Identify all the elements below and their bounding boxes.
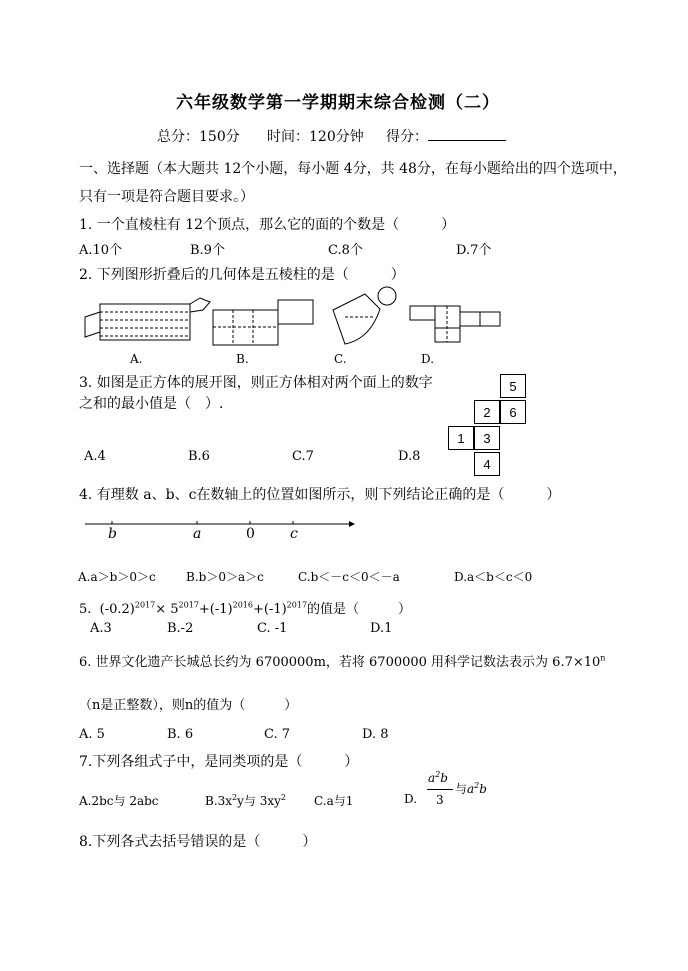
question-7-option-a: A.2bc与 2abc	[79, 794, 159, 808]
question-5-option-a: A.3	[90, 621, 112, 636]
option-b-exp: 2	[232, 793, 238, 802]
question-3-stem: 3. 如图是正方体的展开图，则正方体相对两个面上的数字	[79, 375, 433, 391]
question-6-stem-cont: （n是正整数），则n的值为（ ）	[79, 698, 298, 713]
question-2-stem: 2. 下列图形折叠后的几何体是五棱柱的是（ ）	[79, 267, 405, 283]
option-b-part: y与 3xy	[237, 794, 281, 808]
net-cell: 5	[500, 374, 526, 398]
expr-exponent: 2017	[286, 600, 308, 610]
question-1-stem: 1. 一个直棱柱有 12个顶点，那么它的面的个数是（ ）	[79, 217, 456, 233]
net-figure-d	[405, 292, 505, 352]
question-2-option-a: A.	[130, 352, 143, 366]
expr-exponent: 2017	[134, 600, 156, 610]
numer-exp: 2	[435, 770, 441, 779]
score-label: 得分：	[386, 129, 428, 145]
net-figure-a	[75, 292, 215, 352]
expr-part: (-0.2)	[99, 602, 135, 617]
tail-text: 与	[455, 782, 468, 796]
expr-exponent: 2017	[178, 600, 199, 610]
fraction-denominator: 3	[436, 793, 444, 807]
option-b-exp: 2	[280, 793, 287, 802]
tail-exp: 2	[474, 781, 480, 790]
question-3-option-a: A.4	[84, 449, 106, 464]
axis-label-zero: 0	[246, 526, 255, 542]
question-1-option-b: B.9个	[190, 243, 225, 258]
question-5-stem	[79, 598, 411, 617]
section-heading-cont: 只有一项是符合题目要求。）	[79, 189, 254, 205]
net-cell: 1	[448, 426, 474, 450]
net-cell: 3	[474, 426, 500, 450]
axis-label-a: a	[193, 526, 202, 542]
question-6-option-d: D. 8	[362, 727, 389, 742]
expr-part: +(-1)	[198, 602, 233, 617]
axis-label-c: c	[290, 526, 298, 542]
question-7-option-c: C.a与1	[314, 794, 354, 808]
question-5-number: 5.	[79, 602, 92, 617]
question-8-stem: 8.下列各式去括号错误的是（ ）	[79, 834, 317, 850]
question-3-stem-cont: 之和的最小值是（ ）.	[79, 396, 224, 412]
question-4-option-b: B.b＞0＞a＞c	[186, 570, 264, 584]
question-1-option-d: D.7个	[456, 243, 492, 258]
question-3-option-b: B.6	[188, 449, 210, 464]
question-6-stem	[79, 651, 605, 670]
question-5-option-d: D.1	[370, 621, 393, 636]
question-6-option-b: B. 6	[167, 727, 194, 742]
question-2-option-b: B.	[236, 352, 249, 366]
question-2-option-d: D.	[421, 352, 435, 366]
number-line	[85, 518, 355, 530]
expr-part: × 5	[155, 602, 179, 617]
question-4-option-a: A.a＞b＞0＞c	[78, 570, 156, 584]
tail-var: a	[467, 782, 475, 796]
question-1-option-c: C.8个	[328, 243, 363, 258]
question-4-option-c: C.b＜－c＜0＜－a	[298, 570, 400, 584]
section-heading: 一、选择题（本大题共 12个小题，每小题 4分，共 48分，在每小题给出的四个选项中，	[79, 161, 627, 177]
question-6-option-c: C. 7	[264, 727, 291, 742]
net-cell: 2	[474, 400, 500, 424]
question-7-option-d-label: D.	[404, 792, 418, 806]
axis-label-b: b	[108, 526, 117, 542]
question-3-option-c: C.7	[292, 449, 314, 464]
page-title: 六年级数学第一学期期末综合检测（二）	[176, 93, 500, 113]
option-b-part: B.3x	[205, 794, 233, 808]
question-4-option-d: D.a＜b＜c＜0	[454, 570, 533, 584]
time-label: 时间：120分钟	[267, 129, 364, 145]
question-3-option-d: D.8	[398, 449, 421, 464]
net-figure-c	[325, 284, 405, 354]
question-6-exponent: n	[600, 653, 606, 663]
question-7-stem: 7.下列各组式子中，是同类项的是（ ）	[79, 754, 359, 770]
question-1-option-a: A.10个	[79, 243, 123, 258]
tail-var: b	[479, 782, 487, 796]
net-figure-b	[208, 292, 318, 352]
question-5-option-b: B.-2	[167, 621, 194, 636]
question-2-option-c: C.	[334, 352, 347, 366]
score-blank	[428, 126, 506, 141]
expr-exponent: 2016	[232, 600, 253, 610]
question-6-option-a: A. 5	[79, 727, 105, 742]
numer-var: b	[440, 771, 448, 785]
question-6-text: 6. 世界文化遗产长城总长约为 6700000m，若将 6700000 用科学记数法表示为 6.7×10	[79, 655, 601, 670]
question-7-option-d-tail	[455, 780, 487, 797]
net-cell: 4	[474, 452, 500, 476]
fraction-numerator	[428, 770, 448, 785]
net-cell: 6	[500, 400, 526, 424]
numer-var: a	[428, 771, 436, 785]
score-field	[386, 126, 506, 146]
expr-part: +(-1)	[252, 602, 287, 617]
question-5-option-c: C. -1	[257, 621, 288, 636]
question-7-option-b	[205, 792, 286, 809]
question-4-stem: 4. 有理数 a、b、c在数轴上的位置如图所示，则下列结论正确的是（ ）	[79, 487, 561, 503]
expr-part: 的值是（ ）	[307, 602, 412, 617]
fraction-bar	[427, 789, 453, 790]
total-score-label: 总分：150分	[157, 129, 240, 145]
